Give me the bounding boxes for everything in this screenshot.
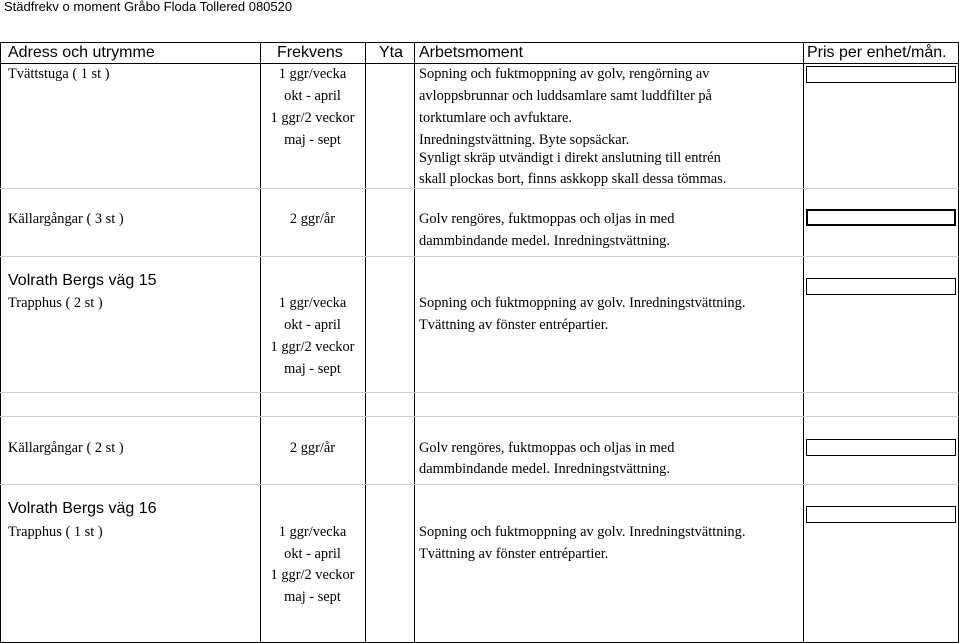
price-input-stairwell-16[interactable] <box>806 506 956 523</box>
header-address: Adress och utrymme <box>8 44 155 61</box>
task-line: Golv rengöres, fuktmoppas och oljas in med <box>419 440 675 456</box>
frequency: 2 ggr/år <box>289 440 336 456</box>
room-name: Trapphus ( 1 st ) <box>8 524 103 540</box>
grid-line <box>803 42 804 643</box>
task-line: Tvättning av fönster entrépartier. <box>419 546 609 562</box>
grid-line <box>0 256 959 257</box>
room-name: Trapphus ( 2 st ) <box>8 295 103 311</box>
frequency: 1 ggr/vecka <box>278 524 347 540</box>
grid-line <box>0 392 959 393</box>
section-heading: Volrath Bergs väg 16 <box>8 500 157 517</box>
price-input-basement-15[interactable] <box>806 439 956 456</box>
frequency: maj - sept <box>284 132 341 148</box>
frequency: maj - sept <box>284 589 341 605</box>
frequency: 1 ggr/vecka <box>278 295 347 311</box>
task-line: dammbindande medel. Inredningstvättning. <box>419 461 670 477</box>
grid-line <box>365 42 366 643</box>
frequency: maj - sept <box>284 361 341 377</box>
task-line: Sopning och fuktmoppning av golv, rengörning av <box>419 66 710 82</box>
task-line: Sopning och fuktmoppning av golv. Inredningstvättning. <box>419 524 746 540</box>
price-input-laundry[interactable] <box>806 66 956 83</box>
grid-line <box>0 484 959 485</box>
task-line: Golv rengöres, fuktmoppas och oljas in med <box>419 211 675 227</box>
document-title: Städfrekv o moment Gråbo Floda Tollered 080520 <box>4 0 293 14</box>
task-line: dammbindande medel. Inredningstvättning. <box>419 233 670 249</box>
task-line: skall plockas bort, finns askkopp skall dessa tömmas. <box>419 171 727 187</box>
task-line: Synligt skräp utvändigt i direkt anslutning till entrén <box>419 150 721 166</box>
header-price: Pris per enhet/mån. <box>807 44 947 61</box>
room-name: Källargångar ( 3 st ) <box>8 211 124 227</box>
price-input-stairwell-15[interactable] <box>806 278 956 295</box>
task-line: Inredningstvättning. Byte sopsäckar. <box>419 132 630 148</box>
grid-line <box>0 42 1 643</box>
grid-line <box>0 416 959 417</box>
room-name: Källargångar ( 2 st ) <box>8 440 124 456</box>
cleaning-schedule-table <box>0 42 959 643</box>
frequency: 1 ggr/vecka <box>278 66 347 82</box>
task-line: Tvättning av fönster entrépartier. <box>419 317 609 333</box>
grid-line <box>414 42 415 643</box>
header-frequency: Frekvens <box>277 44 343 61</box>
task-line: avloppsbrunnar och luddsamlare samt luddfilter på <box>419 88 712 104</box>
price-input-basement-1[interactable] <box>806 209 956 226</box>
frequency: 2 ggr/år <box>289 211 336 227</box>
frequency: okt - april <box>284 88 341 104</box>
frequency: okt - april <box>284 317 341 333</box>
frequency: 1 ggr/2 veckor <box>270 339 355 355</box>
room-name: Tvättstuga ( 1 st ) <box>8 66 110 82</box>
frequency: 1 ggr/2 veckor <box>270 110 355 126</box>
header-area: Yta <box>379 44 404 61</box>
section-heading: Volrath Bergs väg 15 <box>8 272 157 289</box>
task-line: Sopning och fuktmoppning av golv. Inredningstvättning. <box>419 295 746 311</box>
frequency: 1 ggr/2 veckor <box>270 567 355 583</box>
header-task: Arbetsmoment <box>419 44 524 61</box>
task-line: torktumlare och avfuktare. <box>419 110 573 126</box>
frequency: okt - april <box>284 546 341 562</box>
